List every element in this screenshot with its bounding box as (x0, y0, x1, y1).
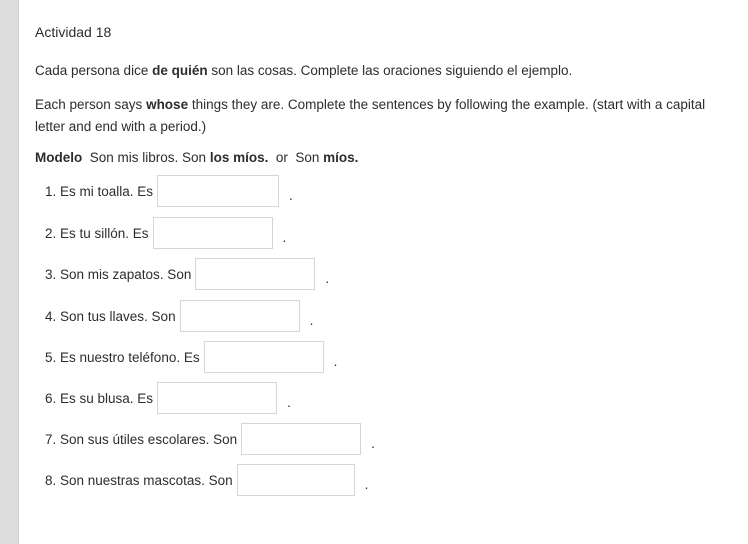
question-item-1 (45, 175, 293, 207)
answer-input-1[interactable] (157, 175, 279, 207)
sentence-period: . (333, 353, 338, 369)
question-item-8 (45, 464, 368, 496)
instructions-en-pre: Each person says (35, 97, 147, 112)
answer-input-4[interactable] (180, 300, 300, 332)
answer-input-5[interactable] (204, 341, 324, 373)
instructions-spanish (35, 60, 748, 82)
model-bold-2: míos. (323, 150, 359, 165)
model-text-2: Son (295, 150, 324, 165)
answer-input-2[interactable] (153, 217, 273, 249)
question-prompt: 6. Es su blusa. Es (45, 390, 154, 406)
answer-input-7[interactable] (241, 423, 361, 455)
sentence-period: . (325, 270, 330, 286)
question-prompt: 2. Es tu sillón. Es (45, 225, 149, 241)
question-prompt: 1. Es mi toalla. Es (45, 183, 154, 199)
question-prompt: 4. Son tus llaves. Son (45, 308, 176, 324)
instructions-es-pre: Cada persona dice (35, 63, 153, 78)
question-item-3 (45, 258, 329, 290)
question-item-5 (45, 341, 337, 373)
answer-input-8[interactable] (237, 464, 355, 496)
question-item-6 (45, 382, 291, 414)
model-example (35, 150, 748, 165)
question-prompt: 7. Son sus útiles escolares. Son (45, 431, 238, 447)
question-prompt: 8. Son nuestras mascotas. Son (45, 472, 233, 488)
instructions-en-post: things they are. Complete the sentences by following the example. (start with a capital letter and end with a period.) (35, 97, 706, 134)
model-label: Modelo (35, 150, 83, 165)
question-item-4 (45, 300, 313, 332)
model-bold-1: los míos. (209, 150, 269, 165)
question-item-7 (45, 423, 375, 455)
instructions-es-post: son las cosas. Complete las oraciones siguiendo el ejemplo. (207, 63, 573, 78)
instructions-en-bold: whose (146, 97, 189, 112)
answer-input-6[interactable] (157, 382, 277, 414)
sentence-period: . (289, 187, 293, 203)
sentence-period: . (371, 435, 375, 451)
model-text-1: Son mis libros. Son (89, 150, 210, 165)
model-or: or (275, 150, 288, 165)
question-item-2 (45, 217, 286, 249)
sentence-period: . (364, 476, 369, 492)
answer-input-3[interactable] (195, 258, 315, 290)
question-prompt: 5. Es nuestro teléfono. Es (45, 349, 200, 365)
sentence-period: . (309, 312, 314, 328)
instructions-es-bold: de quién (152, 63, 208, 78)
sentence-period: . (287, 394, 291, 410)
activity-title: Actividad 18 (35, 24, 112, 40)
instructions-english (35, 94, 725, 138)
sentence-period: . (282, 229, 287, 245)
question-prompt: 3. Son mis zapatos. Son (45, 266, 192, 282)
